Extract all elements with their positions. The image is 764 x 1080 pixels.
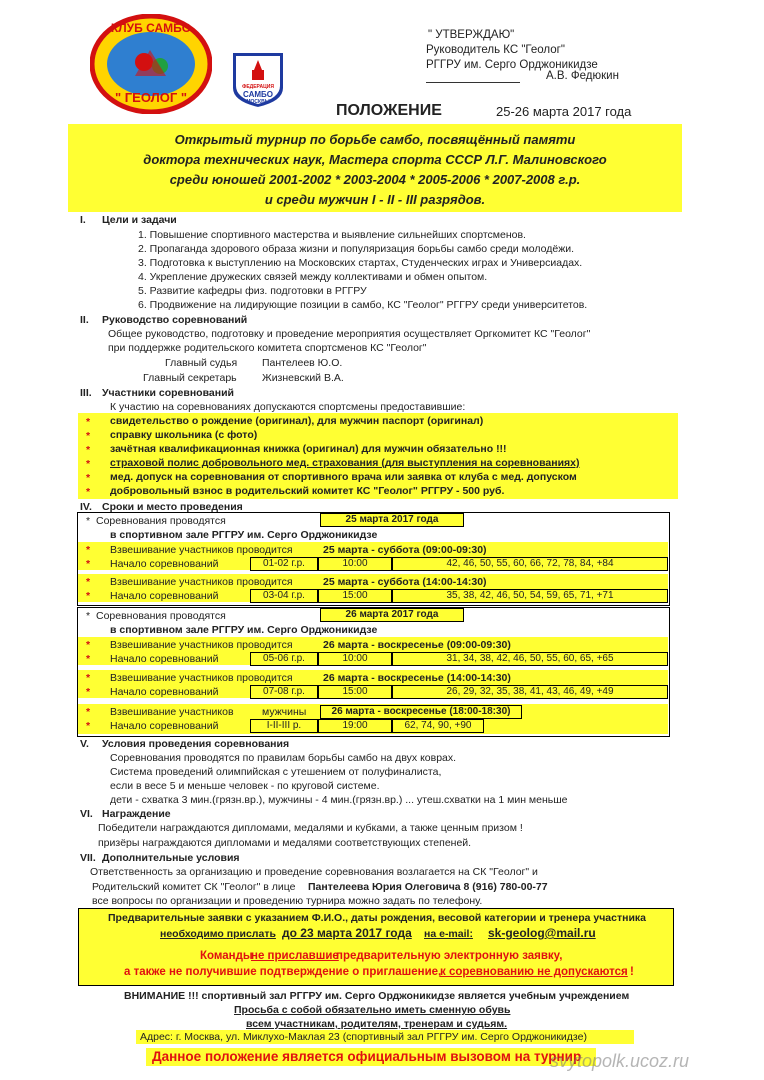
approve-line3: РГГРУ им. Серго Орджоникидзе [426,59,598,71]
notice-line-4b: к соревнованию не допускаются [440,966,628,978]
day1-weigh2-star: * [86,576,91,588]
day1-start2-star: * [86,590,91,602]
section-3-heading [80,387,234,400]
day2-held: Соревнования проводятся [96,610,226,622]
approve-line2: Руководитель КС "Геолог" [426,44,565,56]
s3-item-3: зачётная квалификационная книжка (оригинал) для мужчин обязательно !!! [110,443,507,455]
banner-line1: Открытый турнир по борьбе самбо, посвящённый памяти [174,132,576,147]
title-banner [68,124,682,212]
s2-text2: при поддержке родительского комитета спортсменов КС "Геолог" [108,342,427,354]
section-7-heading [80,852,240,865]
day1-star-held: * [86,515,91,527]
day2-weigh3-star: * [86,706,91,718]
day2-start1-time: 10:00 [318,652,392,666]
day1-date: 25 марта 2017 года [320,513,464,527]
s5-line-1: Соревнования проводятся по правилам борьбы самбо на двух коврах. [110,752,457,764]
s1-item-2: 2. Пропаганда здорового образа жизни и популяризация борьбы самбо среди молодёжи. [138,243,575,255]
day2-start1-weights: 31, 34, 38, 42, 46, 50, 55, 60, 65, +65 [392,652,668,666]
section-1-num: I. [80,214,86,226]
s7-line-3: все вопросы по организации и проведению турнира можно задать по телефону. [92,895,483,907]
banner-line2: доктора технических наук, Мастера спорта СССР Л.Г. Малиновского [143,152,607,167]
page-date: 25-26 марта 2017 года [496,104,632,119]
section-6-title: Награждение [102,808,171,820]
day1-start1-weights: 42, 46, 50, 55, 60, 66, 72, 78, 84, +84 [392,557,668,571]
s2-text1: Общее руководство, подготовку и проведение мероприятия осуществляет Оргкомитет КС "Геолог" [108,328,591,340]
day2-start3: Начало соревнований [110,720,219,732]
section-1-title: Цели и задачи [102,214,177,226]
day2-weigh2-time: 26 марта - воскресенье (14:00-14:30) [323,672,511,684]
day1-weigh2: Взвешивание участников проводится [110,576,293,588]
footer-official-call: Данное положение является официальным вызовом на турнир [152,1049,582,1064]
s3-star-4: * [86,458,91,470]
approve-line1: " УТВЕРЖДАЮ" [428,29,515,41]
section-6-num: VI. [80,808,93,820]
section-4-num: IV. [80,501,92,513]
s5-line-4: дети - схватка 3 мин.(грязн.вр.), мужчины - 4 мин.(грязн.вр.) ... утеш.схватки на 1 мин меньше [110,794,568,806]
day2-start1-star: * [86,653,91,665]
s7-line-1: Ответственность за организацию и проведение соревнования возлагается на СК "Геолог" и [90,866,538,878]
section-2-num: II. [80,314,89,326]
page-title: ПОЛОЖЕНИЕ [336,102,442,119]
approve-signature-line [426,82,520,83]
watermark: svytopolk.ucoz.ru [550,1051,690,1071]
notice-line-3c: предварительную электронную заявку, [336,950,563,962]
s3-item-2: справку школьника (с фото) [110,429,258,441]
day1-start1: Начало соревнований [110,558,219,570]
day1-start2-time: 15:00 [318,589,392,603]
s2-judge-name: Пантелеев Ю.О. [262,357,343,369]
s6-line-2: призёры награждаются дипломами и медалями соответствующих степеней. [98,837,472,849]
s3-item-5: мед. допуск на соревнования от спортивного врача или заявка от клуба с мед. допуском [110,471,577,483]
address: Адрес: г. Москва, ул. Миклухо-Маклая 23 (спортивный зал РГГРУ им. Серго Орджоникидзе) [140,1031,587,1043]
day1-weigh2-time: 25 марта - суббота (14:00-14:30) [323,576,487,588]
club-logo-bottom-text: " ГЕОЛОГ " [115,90,187,105]
day2-start2-time: 15:00 [318,685,392,699]
banner-line4: и среди мужчин I - II - III разрядов. [264,192,486,207]
s3-item-1: свидетельство о рождение (оригинал), для мужчин паспорт (оригинал) [110,415,484,427]
banner-line3: среди юношей 2001-2002 * 2003-2004 * 2005-2006 * 2007-2008 г.р. [169,172,581,187]
notice-line-1: Предварительные заявки с указанием Ф.И.О., даты рождения, весовой категории и тренера участника [108,912,647,924]
section-7-title: Дополнительные условия [102,852,240,864]
section-4-title: Сроки и место проведения [102,501,243,513]
notice-line-4a: а также не получившие подтверждение о приглашение, [124,966,442,978]
day1-weigh1-star: * [86,544,91,556]
day2-start3-age: I-II-III р. [250,719,318,733]
day2-weigh1: Взвешивание участников проводится [110,639,293,651]
s5-line-3: если в весе 5 и меньше человек - по круговой системе. [110,780,380,792]
day2-weigh1-time: 26 марта - воскресенье (09:00-09:30) [323,639,511,651]
notice-line-2a: необходимо прислать [160,928,276,940]
day2-weigh1-star: * [86,639,91,651]
attention-line-2: Просьба с собой обязательно иметь сменную обувь [234,1004,511,1016]
s5-line-2: Система проведений олимпийская с утешением от полуфиналиста, [110,766,442,778]
day2-start2-weights: 26, 29, 32, 35, 38, 41, 43, 46, 49, +49 [392,685,668,699]
s3-intro: К участию на соревнованиях допускаются спортсмены предоставившие: [110,401,466,413]
day2-start1-age: 05-06 г.р. [250,652,318,666]
s3-star-5: * [86,472,91,484]
day1-weigh1: Взвешивание участников проводится [110,544,293,556]
notice-line-4c: ! [630,966,634,978]
federation-logo-text1: ФЕДЕРАЦИЯ [242,84,274,90]
day1-weigh1-time: 25 марта - суббота (09:00-09:30) [323,544,487,556]
day2-weigh3-time: 26 марта - воскресенье (18:00-18:30) [320,705,522,719]
s2-secretary-label: Главный секретарь [143,372,237,384]
federation-logo-text3: МОСКВЫ [246,99,270,105]
section-3-title: Участники соревнований [102,387,234,399]
day2-start3-weights: 62, 74, 90, +90 [392,719,484,733]
day2-start3-star: * [86,720,91,732]
day1-venue: в спортивном зале РГГРУ им. Серго Орджоникидзе [110,529,378,541]
section-2-title: Руководство соревнований [102,314,248,326]
s2-secretary-name: Жизневский В.А. [262,372,344,384]
notice-line-2b: до 23 марта 2017 года [282,926,412,940]
notice-line-2c: на e-mail: [424,928,473,940]
day2-weigh3: Взвешивание участников [110,706,234,718]
attention-line-3: всем участникам, родителям, тренерам и судьям. [246,1018,508,1030]
day2-date: 26 марта 2017 года [320,608,464,622]
day1-start1-star: * [86,558,91,570]
day2-venue: в спортивном зале РГГРУ им. Серго Орджоникидзе [110,624,378,636]
notice-line-3a: Команды [200,950,253,962]
day2-start3-time: 19:00 [318,719,392,733]
s6-line-1: Победители награждаются дипломами, медалями и кубками, а также ценным призом ! [98,822,523,834]
s3-star-3: * [86,444,91,456]
day1-start2: Начало соревнований [110,590,219,602]
s3-star-2: * [86,430,91,442]
day1-start2-weights: 35, 38, 42, 46, 50, 54, 59, 65, 71, +71 [392,589,668,603]
attention-line-1: ВНИМАНИЕ !!! спортивный зал РГГРУ им. Серго Орджоникидзе является учебным учреждением [124,990,630,1002]
day2-weigh3-group: мужчины [262,706,307,718]
federation-logo-text2: САМБО [243,90,273,99]
s3-item-4: страховой полис добровольного мед. страхования (для выступления на соревнованиях) [110,457,580,469]
day1-held: Соревнования проводятся [96,515,226,527]
day2-star-held: * [86,610,91,622]
s3-star-6: * [86,486,91,498]
day1-start2-age: 03-04 г.р. [250,589,318,603]
section-1-heading [80,214,177,227]
section-5-heading [80,738,289,751]
section-5-title: Условия проведения соревнования [102,738,290,750]
day2-weigh2-star: * [86,672,91,684]
day2-weigh2: Взвешивание участников проводится [110,672,293,684]
section-6-heading [80,808,171,821]
day2-start2-star: * [86,686,91,698]
section-7-num: VII. [80,852,96,864]
day2-start2: Начало соревнований [110,686,219,698]
s2-judge-label: Главный судья [165,357,238,369]
s1-item-6: 6. Продвижение на лидирующие позиции в самбо, КС "Геолог" РГГРУ среди университетов. [138,299,588,311]
notice-email[interactable]: sk-geolog@mail.ru [488,926,596,940]
s1-item-5: 5. Развитие кафедры физ. подготовки в РГГРУ [138,285,367,297]
approve-block [428,28,598,73]
s1-item-4: 4. Укрепление дружеских связей между коллективами и обмен опытом. [138,271,488,283]
s3-star-1: * [86,416,91,428]
day1-start1-age: 01-02 г.р. [250,557,318,571]
day1-start1-time: 10:00 [318,557,392,571]
s1-item-3: 3. Подготовка к выступлению на Московских стартах, Студенческих играх и Универсиадах. [138,257,583,269]
s7-line-2a: Родительский комитет СК "Геолог" в лице [92,881,296,893]
day2-start2-age: 07-08 г.р. [250,685,318,699]
notice-line-3b: не приславшие [251,950,339,962]
section-5-num: V. [80,738,89,750]
section-2-heading [80,314,247,327]
club-logo-top-text: КЛУБ САМБО [110,21,192,35]
day2-start1: Начало соревнований [110,653,219,665]
approve-line4: А.В. Федюкин [546,70,619,82]
s1-item-1: 1. Повышение спортивного мастерства и выявление сильнейших спортсменов. [138,229,526,241]
s7-line-2b: Пантелеева Юрия Олеговича 8 (916) 780-00-77 [308,881,548,893]
s3-item-6: добровольный взнос в родительский комитет КС "Геолог" РГГРУ - 500 руб. [110,485,505,497]
section-3-num: III. [80,387,92,399]
